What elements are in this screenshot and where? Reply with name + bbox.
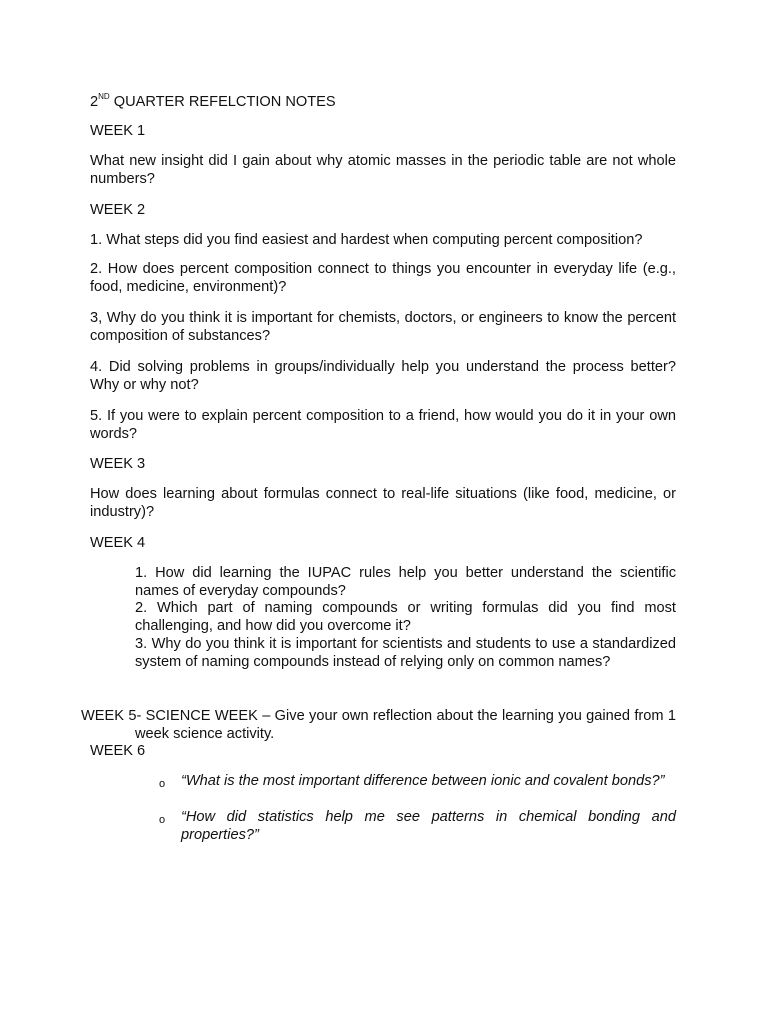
week6-question-2: “How did statistics help me see patterns in chemical bonding and properties?”: [181, 809, 676, 843]
title-superscript: ND: [98, 92, 110, 102]
week2-question-5: 5. If you were to explain percent composition to a friend, how would you do it in your own words?: [90, 408, 676, 442]
week2-question-3: 3, Why do you think it is important for chemists, doctors, or engineers to know the percent composition of substances?: [90, 310, 676, 344]
title-text: QUARTER REFELCTION NOTES: [109, 94, 336, 110]
week6-question-1: “What is the most important difference between ionic and covalent bonds?”: [181, 773, 665, 789]
week5-text: WEEK 5- SCIENCE WEEK – Give your own reflection about the learning you gained from 1 week science activity.: [81, 708, 676, 742]
week2-heading: WEEK 2: [90, 202, 146, 218]
title-number: 2: [90, 94, 99, 110]
bullet-marker: o: [159, 814, 166, 826]
week4-question-3: 3. Why do you think it is important for scientists and students to use a standardized system of naming compounds instead of relying only on common names?: [135, 636, 676, 670]
bullet-marker: o: [159, 778, 166, 790]
week4-heading: WEEK 4: [90, 535, 146, 551]
week2-question-1: 1. What steps did you find easiest and hardest when computing percent composition?: [90, 232, 643, 248]
week2-question-4: 4. Did solving problems in groups/individually help you understand the process better? Why or why not?: [90, 359, 676, 393]
week1-question: What new insight did I gain about why atomic masses in the periodic table are not whole numbers?: [90, 153, 676, 187]
week4-question-2: 2. Which part of naming compounds or writing formulas did you find most challenging, and how did you overcome it?: [135, 600, 676, 634]
week2-question-2: 2. How does percent composition connect to things you encounter in everyday life (e.g., food, medicine, environment)?: [90, 261, 676, 295]
week3-heading: WEEK 3: [90, 456, 146, 472]
page-title: [90, 93, 676, 111]
week1-heading: WEEK 1: [90, 123, 146, 139]
week3-question: How does learning about formulas connect to real-life situations (like food, medicine, or industry)?: [90, 486, 676, 520]
week4-question-1: 1. How did learning the IUPAC rules help you better understand the scientific names of everyday compounds?: [135, 565, 676, 599]
week6-heading: WEEK 6: [90, 743, 146, 759]
